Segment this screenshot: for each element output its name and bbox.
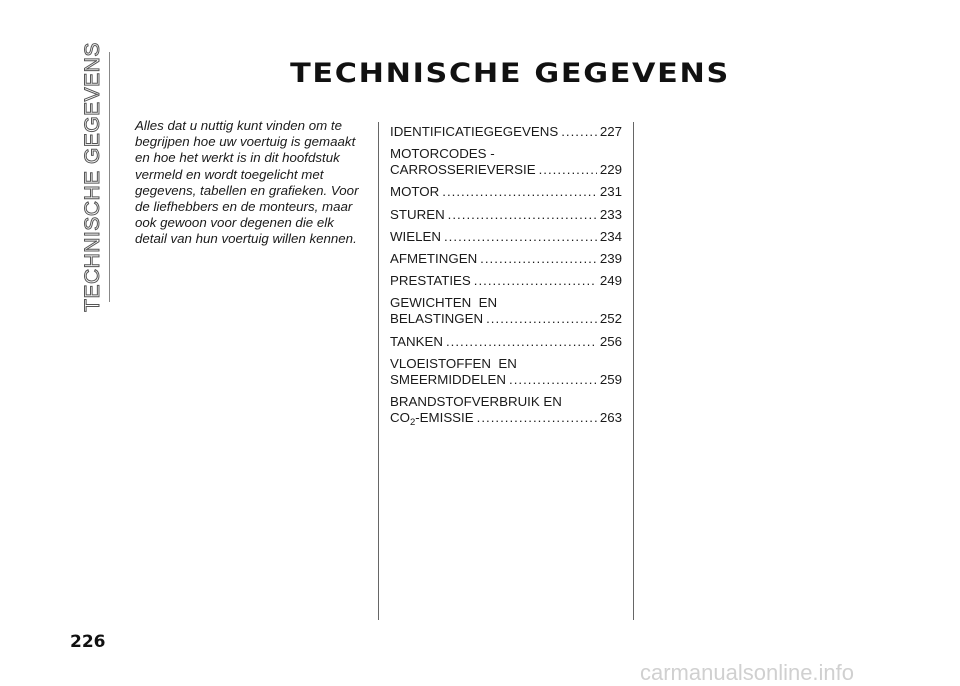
toc-label: WIELEN bbox=[390, 228, 441, 244]
toc-page-number: 229 bbox=[599, 162, 622, 178]
toc-label-emissie: -EMISSIE bbox=[415, 409, 474, 425]
table-of-contents bbox=[390, 124, 622, 432]
toc-label-subscript: 2 bbox=[409, 416, 416, 428]
toc-item-afmetingen[interactable] bbox=[390, 251, 622, 267]
toc-page-number: 227 bbox=[599, 124, 622, 139]
toc-label: BELASTINGEN bbox=[390, 311, 484, 327]
side-tab bbox=[78, 42, 108, 312]
toc-leader bbox=[448, 207, 597, 223]
toc-page-number: 263 bbox=[599, 409, 622, 425]
toc-label: STUREN bbox=[390, 206, 445, 222]
toc-leader bbox=[477, 410, 597, 426]
toc-page-number: 249 bbox=[599, 273, 622, 289]
toc-leader bbox=[474, 273, 597, 289]
toc-leader bbox=[486, 311, 597, 327]
side-tab-label: TECHNISCHE GEGEVENS bbox=[81, 42, 104, 312]
watermark: carmanualsonline.info bbox=[640, 660, 855, 685]
toc-label: IDENTIFICATIEGEGEVENS bbox=[390, 124, 559, 139]
toc-leader bbox=[444, 229, 597, 245]
toc-item-prestaties[interactable] bbox=[390, 273, 622, 289]
toc-label: SMEERMIDDELEN bbox=[390, 371, 506, 387]
column-divider-left bbox=[378, 122, 379, 620]
toc-label: TANKEN bbox=[390, 333, 443, 349]
toc-leader bbox=[509, 372, 597, 388]
toc-label: CARROSSERIEVERSIE bbox=[390, 162, 536, 178]
toc-item-tanken[interactable] bbox=[390, 334, 622, 350]
side-tab-divider bbox=[109, 52, 110, 302]
toc-label: GEWICHTEN EN bbox=[390, 295, 498, 311]
column-divider-right bbox=[633, 122, 634, 620]
toc-item-gewichten[interactable] bbox=[390, 295, 622, 327]
page-number: 226 bbox=[70, 632, 106, 652]
toc-page-number: 259 bbox=[599, 371, 622, 387]
toc-item-identificatiegegevens[interactable] bbox=[390, 124, 622, 140]
toc-item-brandstofverbruik[interactable] bbox=[390, 394, 622, 426]
toc-page-number: 233 bbox=[599, 206, 622, 222]
toc-label: PRESTATIES bbox=[390, 273, 471, 289]
intro-paragraph: Alles dat u nuttig kunt vinden om te begrijpen hoe uw voertuig is gemaakt en hoe het werkt is in dit hoofdstuk vermeld en wordt toegelicht met gegevens, tabellen en grafieken. Voor de liefhebbers en de monteurs, maar ook gewoon voor degenen die elk detail van hun voertuig willen kennen. bbox=[135, 118, 359, 247]
toc-page-number: 234 bbox=[599, 228, 622, 244]
toc-item-motorcodes[interactable] bbox=[390, 146, 622, 178]
toc-label: MOTOR bbox=[390, 184, 440, 200]
toc-page-number: 256 bbox=[599, 333, 622, 349]
toc-item-wielen[interactable] bbox=[390, 229, 622, 245]
toc-label: MOTORCODES - bbox=[390, 146, 495, 162]
page-title: TECHNISCHE GEGEVENS bbox=[290, 58, 730, 89]
toc-leader bbox=[539, 162, 597, 178]
toc-label: AFMETINGEN bbox=[390, 250, 478, 266]
toc-label: BRANDSTOFVERBRUIK EN bbox=[390, 393, 562, 409]
toc-leader bbox=[561, 124, 597, 140]
toc-page-number: 252 bbox=[599, 311, 622, 327]
toc-leader bbox=[442, 184, 597, 200]
toc-page-number: 231 bbox=[599, 184, 622, 200]
toc-label: VLOEISTOFFEN EN bbox=[390, 355, 517, 371]
toc-item-sturen[interactable] bbox=[390, 207, 622, 223]
toc-leader bbox=[446, 334, 597, 350]
toc-item-motor[interactable] bbox=[390, 184, 622, 200]
toc-label-co: CO bbox=[390, 409, 410, 425]
toc-page-number: 239 bbox=[599, 250, 622, 266]
toc-item-vloeistoffen[interactable] bbox=[390, 356, 622, 388]
toc-leader bbox=[480, 251, 597, 267]
toc-label bbox=[390, 410, 474, 426]
